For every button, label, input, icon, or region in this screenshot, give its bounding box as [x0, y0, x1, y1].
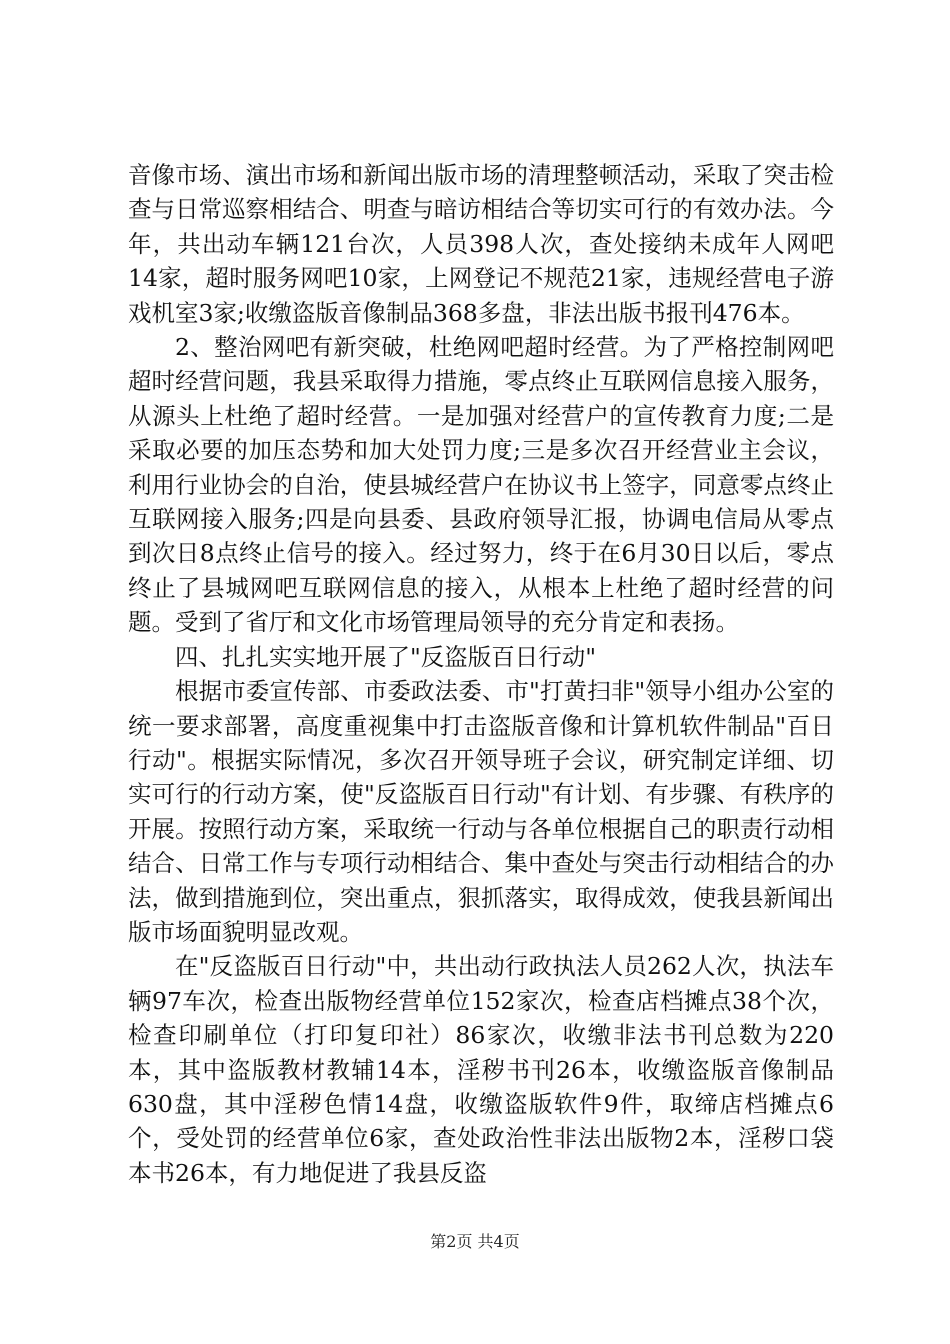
page-footer — [0, 1232, 950, 1252]
paragraph-internet-cafe-rectification: 2、整治网吧有新突破，杜绝网吧超时经营。为了严格控制网吧超时经营问题，我县采取得力措施，零点终止互联网信息接入服务，从源头上杜绝了超时经营。一是加强对经营户的宣传教育力度;二是采取必要的加压态势和加大处罚力度;三是多次召开经营业主会议，利用行业协会的自治，使县城经营户在协议书上签字，同意零点终止互联网接入服务;四是向县委、县政府领导汇报，协调电信局从零点到次日8点终止信号的接入。经过努力，终于在6月30日以后，零点终止了县城网吧互联网信息的接入，从根本上杜绝了超时经营的问题。受到了省厅和文化市场管理局领导的充分肯定和表扬。 — [128, 333, 834, 637]
section-heading-anti-piracy: 四、扎扎实实地开展了"反盗版百日行动" — [175, 642, 597, 671]
document-body — [128, 158, 834, 1190]
paragraph-anti-piracy-results: 在"反盗版百日行动"中，共出动行政执法人员262人次，执法车辆97车次，检查出版物经营单位152家次，检查店档摊点38个次，检查印刷单位（打印复印社）86家次，收缴非法书刊总数为220本，其中盗版教材教辅14本，淫秽书刊26本，收缴盗版音像制品630盘，其中淫秽色情14盘，收缴盗版软件9件，取缔店档摊点6个，受处罚的经营单位6家，查处政治性非法出版物2本，淫秽口袋本书26本，有力地促进了我县反盗 — [128, 952, 834, 1187]
paragraph-intro: 音像市场、演出市场和新闻出版市场的清理整顿活动，采取了突击检查与日常巡察相结合、明查与暗访相结合等切实可行的有效办法。今年，共出动车辆121台次，人员398人次，查处接纳未成年人网吧14家，超时服务网吧10家，上网登记不规范21家，违规经营电子游戏机室3家;收缴盗版音像制品368多盘，非法出版书报刊476本。 — [128, 161, 834, 327]
paragraph-anti-piracy-deployment: 根据市委宣传部、市委政法委、市"打黄扫非"领导小组办公室的统一要求部署，高度重视集中打击盗版音像和计算机软件制品"百日行动"。根据实际情况，多次召开领导班子会议，研究制定详细、切实可行的行动方案，使"反盗版百日行动"有计划、有步骤、有秩序的开展。按照行动方案，采取统一行动与各单位根据自己的职责行动相结合、日常工作与专项行动相结合、集中查处与突击行动相结合的办法，做到措施到位，突出重点，狠抓落实，取得成效，使我县新闻出版市场面貌明显改观。 — [128, 677, 834, 946]
page-number: 第2页 共4页 — [430, 1232, 520, 1251]
